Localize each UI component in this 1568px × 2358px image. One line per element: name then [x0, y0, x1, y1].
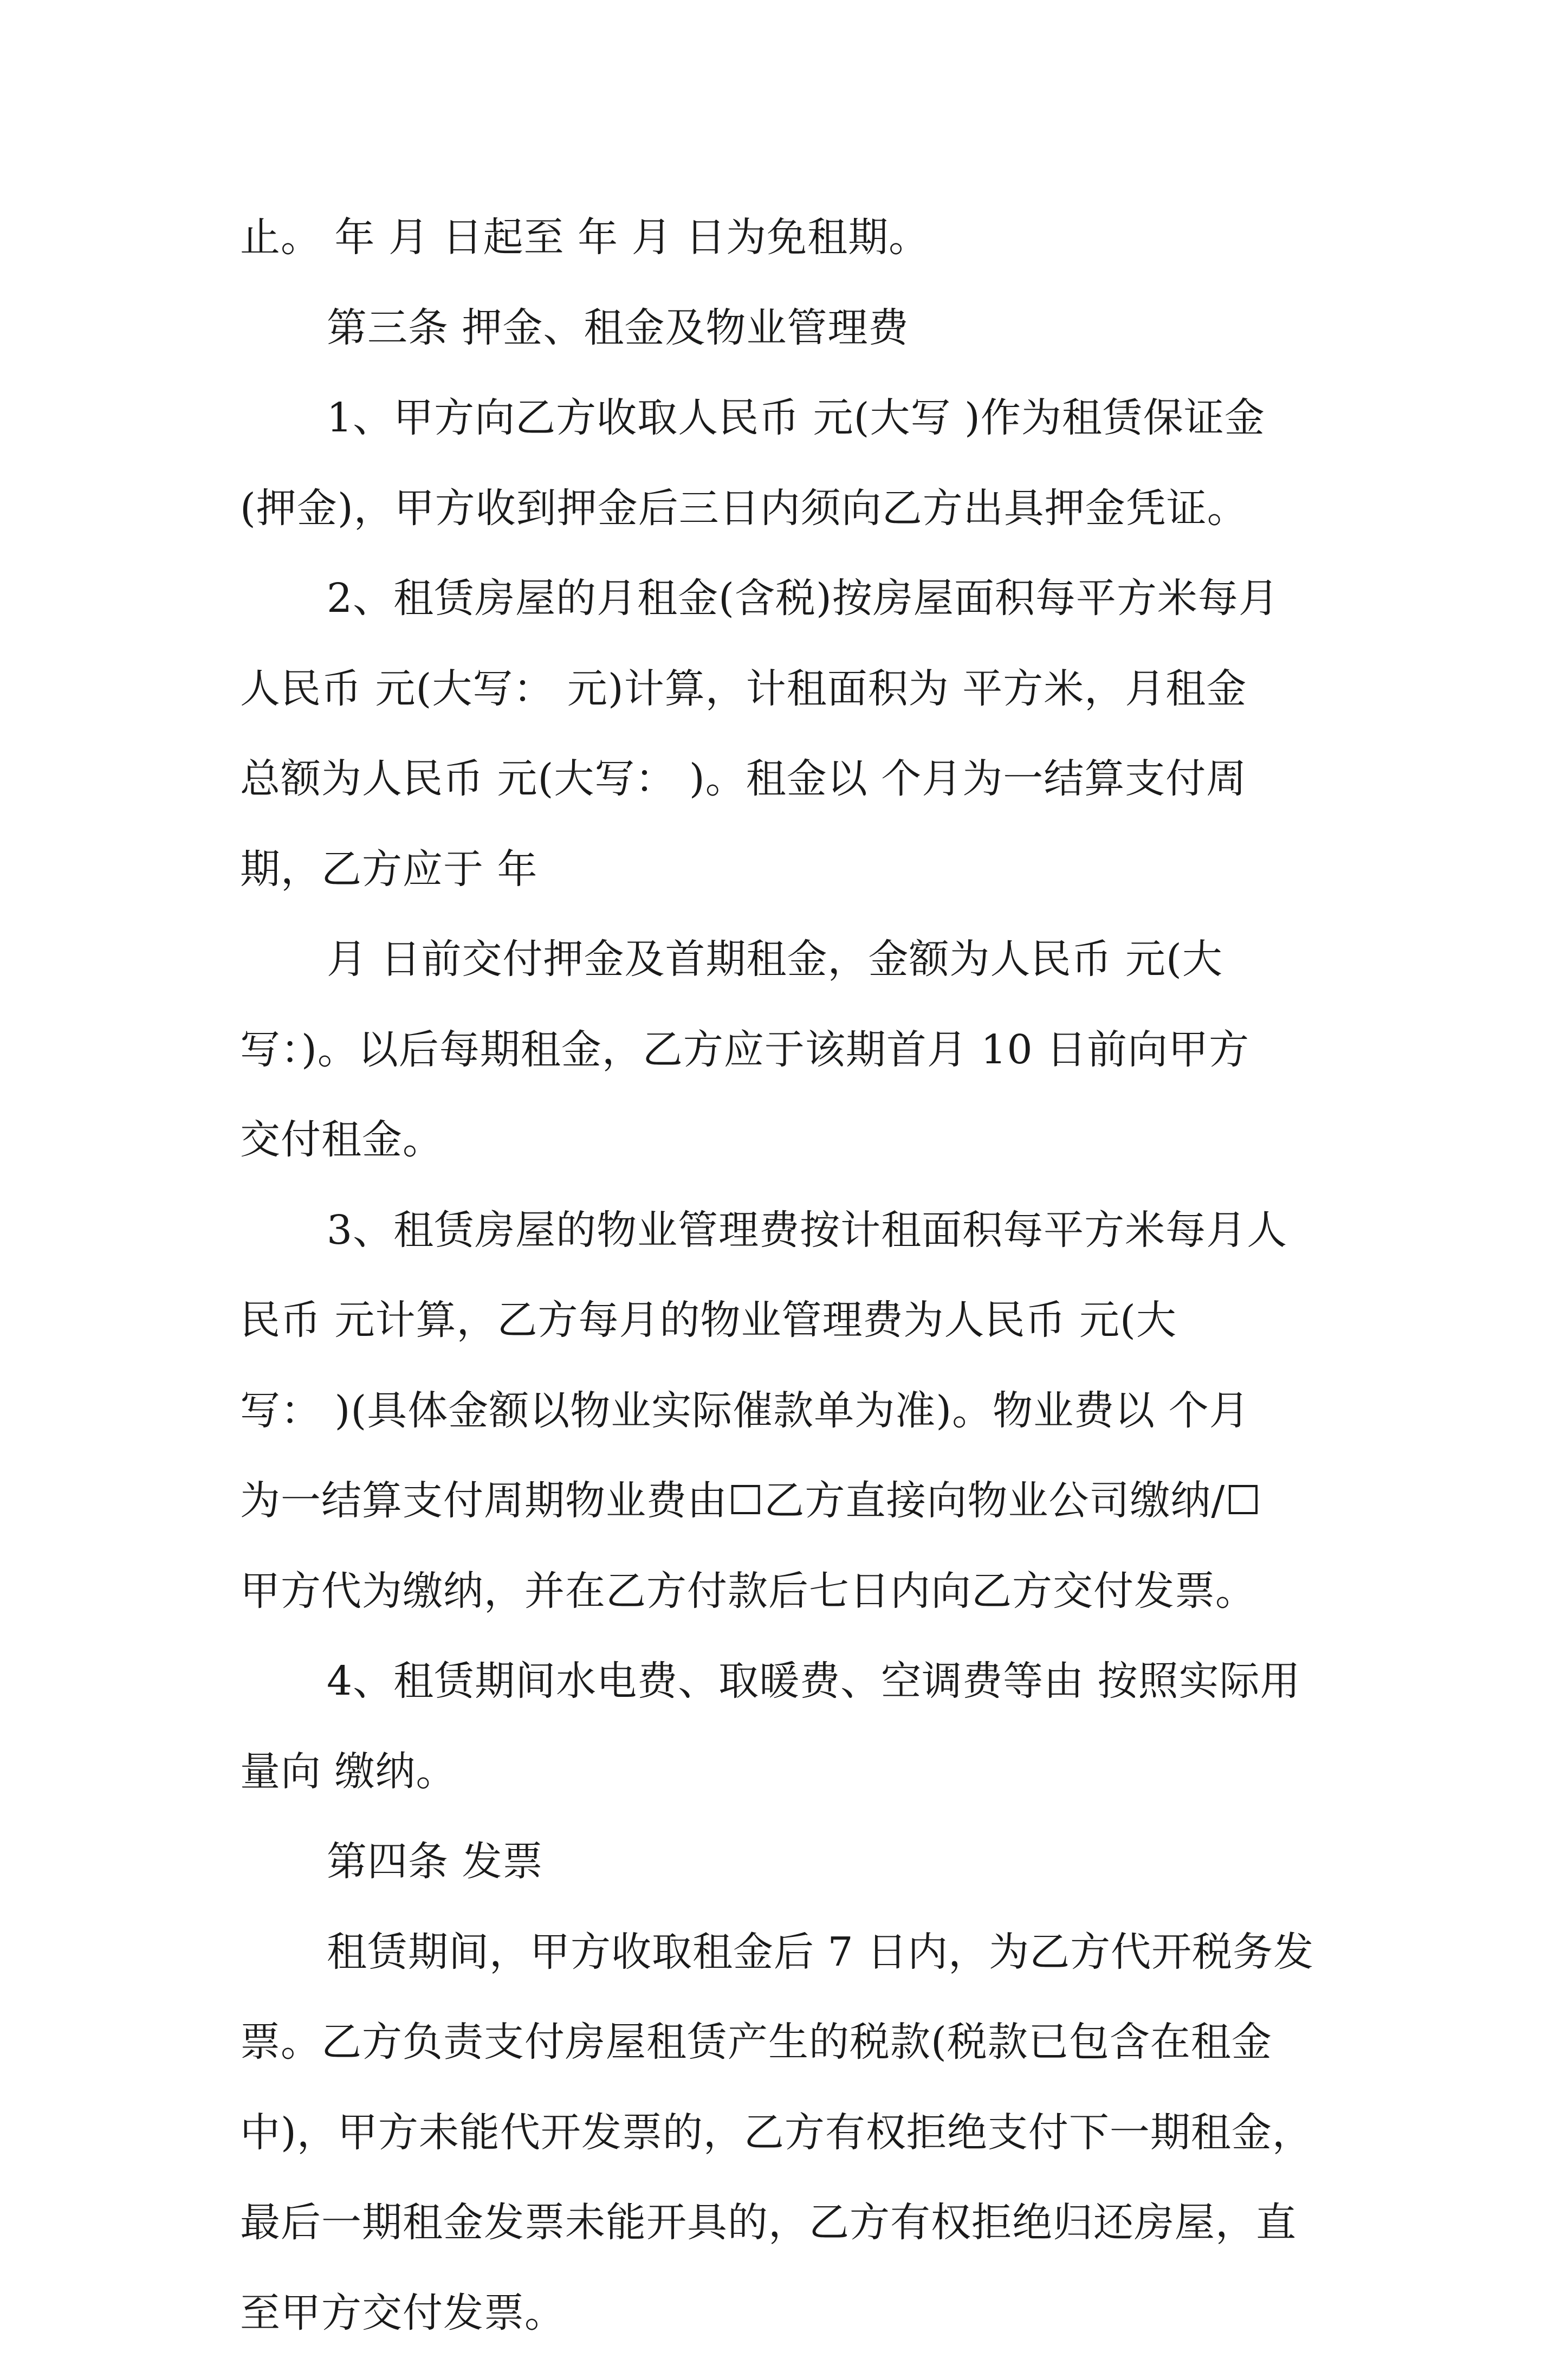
text-line: 月 日前交付押金及首期租金，金额为人民币 元(大 — [240, 914, 1340, 1005]
text-line: 4、租赁期间水电费、取暖费、空调费等由 按照实际用 — [240, 1636, 1340, 1727]
text-line: 最后一期租金发票未能开具的，乙方有权拒绝归还房屋，直 — [240, 2178, 1340, 2268]
text-line: 总额为人民币 元(大写： )。租金以 个月为一结算支付周 — [240, 734, 1340, 824]
text-line: 量向 缴纳。 — [240, 1727, 1340, 1817]
text-line: 票。乙方负责支付房屋租赁产生的税款(税款已包含在租金 — [240, 1997, 1340, 2088]
text-line: 人民币 元(大写： 元)计算，计租面积为 平方米，月租金 — [240, 644, 1340, 734]
text-line: 止。 年 月 日起至 年 月 日为免租期。 — [240, 192, 1340, 283]
document-body — [240, 192, 1340, 2358]
text-line: 2、租赁房屋的月租金(含税)按房屋面积每平方米每月 — [240, 553, 1340, 644]
text-line: (押金)，甲方收到押金后三日内须向乙方出具押金凭证。 — [240, 463, 1340, 554]
text-line: 写：)。以后每期租金，乙方应于该期首月 10 日前向甲方 — [240, 1005, 1340, 1095]
section-heading: 第三条 押金、租金及物业管理费 — [240, 283, 1340, 373]
text-line: 为一结算支付周期物业费由☐乙方直接向物业公司缴纳/☐ — [240, 1456, 1340, 1546]
text-line: 3、租赁房屋的物业管理费按计租面积每平方米每月人 — [240, 1185, 1340, 1276]
text-line: 民币 元计算，乙方每月的物业管理费为人民币 元(大 — [240, 1275, 1340, 1366]
text-line: 1、甲方向乙方收取人民币 元(大写 )作为租赁保证金 — [240, 373, 1340, 463]
text-line: 至甲方交付发票。 — [240, 2268, 1340, 2358]
section-heading: 第四条 发票 — [240, 1817, 1340, 1907]
text-line: 写： )(具体金额以物业实际催款单为准)。物业费以 个月 — [240, 1366, 1340, 1456]
text-line: 期，乙方应于 年 — [240, 824, 1340, 915]
text-line: 中)，甲方未能代开发票的，乙方有权拒绝支付下一期租金， — [240, 2088, 1340, 2178]
text-line: 交付租金。 — [240, 1095, 1340, 1185]
text-line: 租赁期间，甲方收取租金后 7 日内，为乙方代开税务发 — [240, 1907, 1340, 1998]
text-line: 甲方代为缴纳，并在乙方付款后七日内向乙方交付发票。 — [240, 1546, 1340, 1637]
